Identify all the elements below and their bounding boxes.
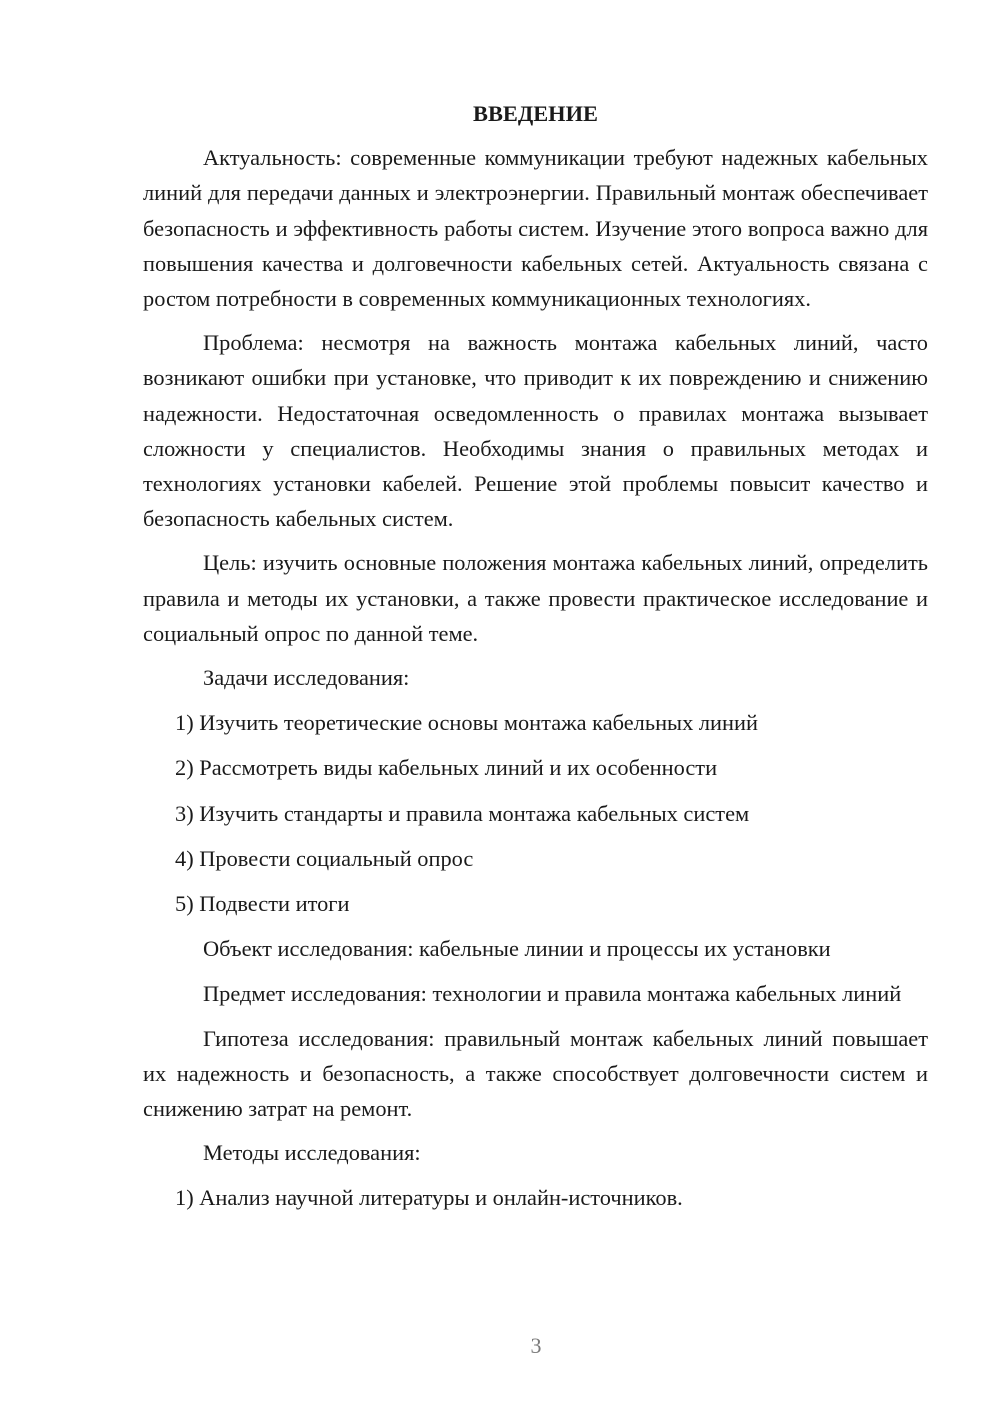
method-item-1: 1) Анализ научной литературы и онлайн-источников. <box>175 1185 683 1211</box>
section-heading: ВВЕДЕНИЕ <box>473 101 598 126</box>
task-item-2: 2) Рассмотреть виды кабельных линий и их особенности <box>175 755 718 781</box>
methods-label: Методы исследования: <box>203 1140 421 1166</box>
object-paragraph: Объект исследования: кабельные линии и процессы их установки <box>203 936 831 962</box>
page-content <box>143 96 928 1226</box>
task-item-5: 5) Подвести итоги <box>175 891 350 917</box>
hypothesis-paragraph: Гипотеза исследования: правильный монтаж кабельных линий повышает их надежность и безопасность, а также способствует долговечности систем и снижению затрат на ремонт. <box>143 1025 928 1122</box>
subject-paragraph: Предмет исследования: технологии и правила монтажа кабельных линий <box>203 981 902 1007</box>
page-number: 3 <box>530 1333 542 1358</box>
goal-paragraph: Цель: изучить основные положения монтажа кабельных линий, определить правила и методы их установки, а также провести практическое исследование и социальный опрос по данной теме. <box>143 550 928 646</box>
task-item-3: 3) Изучить стандарты и правила монтажа кабельных систем <box>175 800 750 826</box>
problem-paragraph: Проблема: несмотря на важность монтажа кабельных линий, часто возникают ошибки при установке, что приводит к их повреждению и снижению надежности. Недостаточная осведомленность о правилах монтажа вызывает сложности у специалистов. Необходимы знания о правильных методах и технологиях установки кабелей. Решение этой проблемы повысит качество и безопасность кабельных систем. <box>143 330 928 532</box>
task-item-4: 4) Провести социальный опрос <box>175 845 474 871</box>
tasks-label: Задачи исследования: <box>203 665 410 691</box>
task-item-1: 1) Изучить теоретические основы монтажа кабельных линий <box>175 710 758 736</box>
relevance-paragraph: Актуальность: современные коммуникации требуют надежных кабельных линий для передачи данных и электроэнергии. Правильный монтаж обеспечивает безопасность и эффективность работы систем. Изучение этого вопроса важно для повышения качества и долговечности кабельных сетей. Актуальность связана с ростом потребности в современных коммуникационных технологиях. <box>143 145 928 312</box>
